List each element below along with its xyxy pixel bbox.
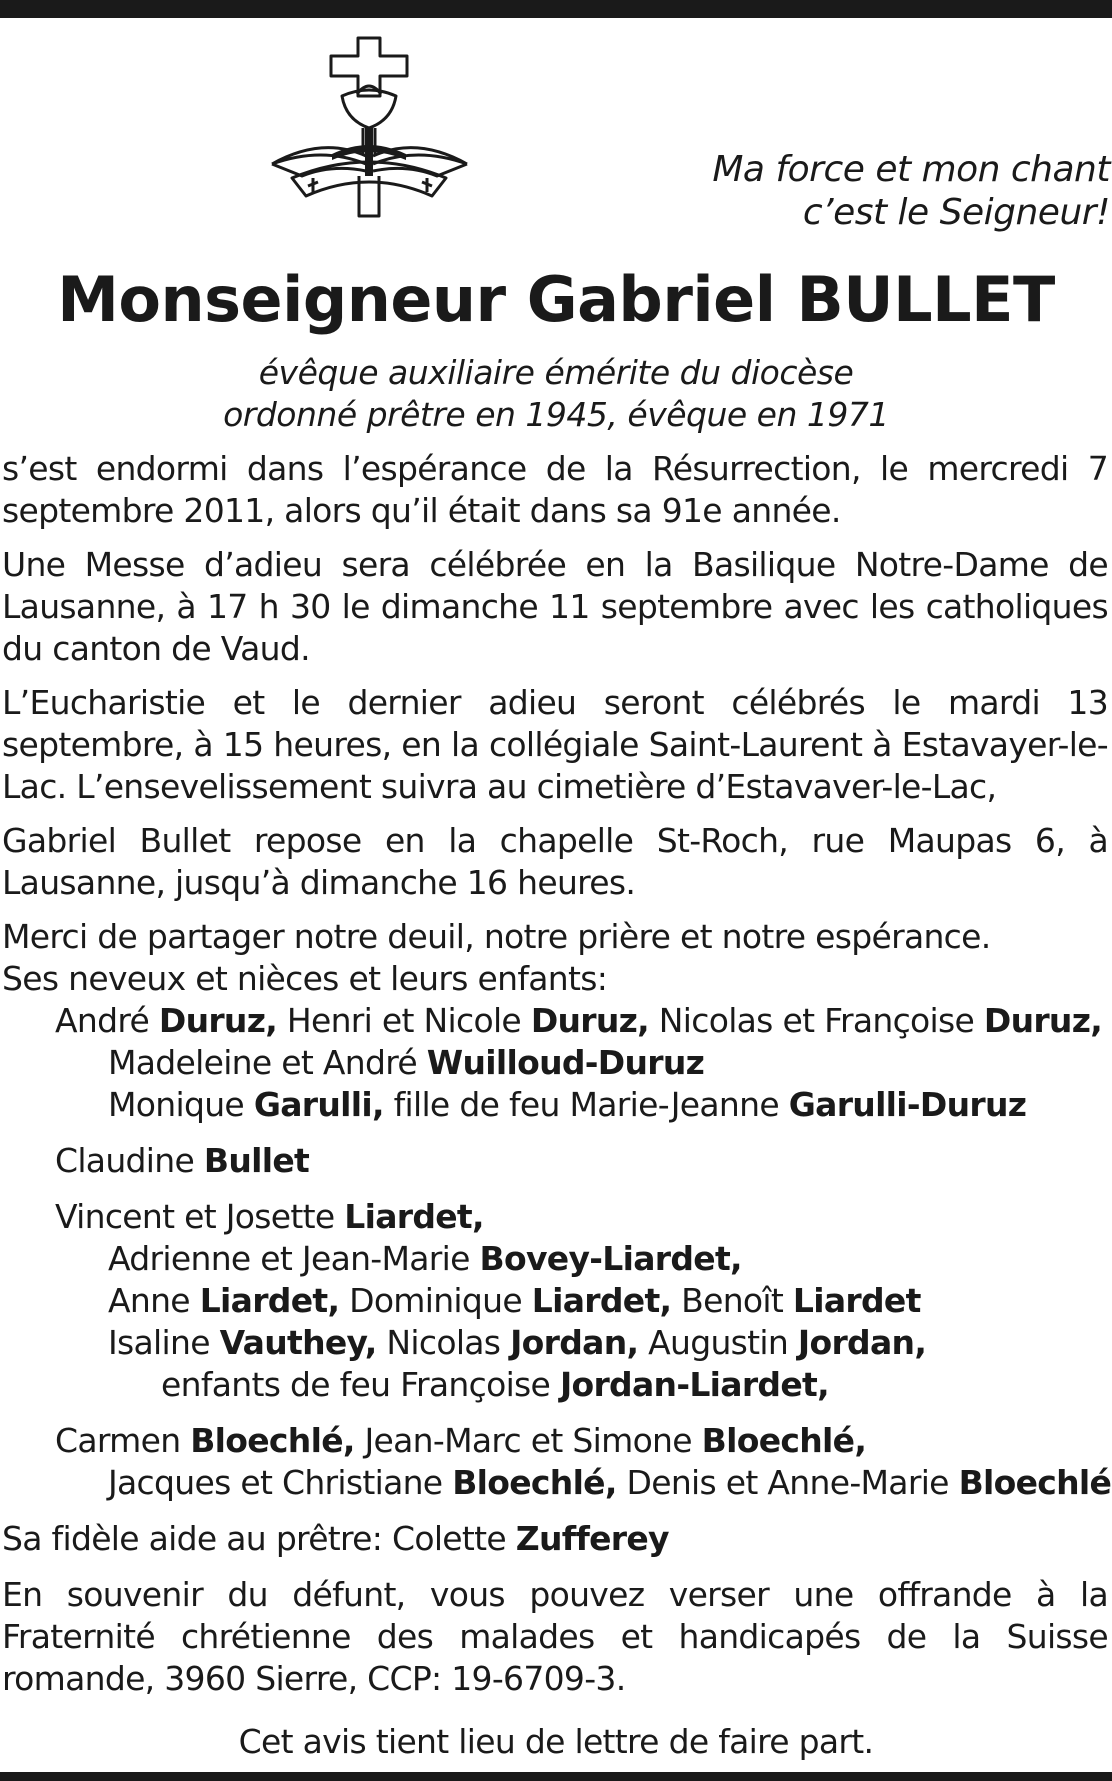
family-text: Anne bbox=[108, 1281, 200, 1320]
family-text: Isaline bbox=[108, 1323, 220, 1362]
thanks-line: Merci de partager notre deuil, notre prière et notre espérance. bbox=[2, 917, 991, 956]
family-text: Adrienne et Jean-Marie bbox=[108, 1239, 480, 1278]
eucharist-paragraph: L’Eucharistie et le dernier adieu seront célébrés le mardi 13 septembre, à 15 heures, en la collégiale Saint-Laurent à Estavayer-le-Lac. L’ensevelissement suivra au cimetière d’Estavaver-le-Lac, bbox=[2, 683, 1108, 806]
family-line bbox=[2, 1364, 1108, 1406]
family-text: Jean-Marc et Simone bbox=[354, 1421, 702, 1460]
motto bbox=[712, 148, 1110, 234]
family-surname: Bloechlé bbox=[958, 1463, 1112, 1502]
donation-paragraph: En souvenir du défunt, vous pouvez verser une offrande à la Fraternité chrétienne des malades et handicapés de la Suisse romande, 3960 Sierre, CCP: 19-6709-3. bbox=[2, 1575, 1108, 1698]
family-line bbox=[2, 1140, 1108, 1182]
family-text: Nicolas et Françoise bbox=[649, 1001, 984, 1040]
family-surname: Liardet, bbox=[531, 1281, 672, 1320]
family-gap bbox=[2, 1126, 1108, 1140]
family-line bbox=[2, 1042, 1108, 1084]
spacer bbox=[2, 1560, 1108, 1574]
family-text: Henri et Nicole bbox=[277, 1001, 531, 1040]
family-text: Denis et Anne-Marie bbox=[616, 1463, 959, 1502]
family-list bbox=[2, 1000, 1112, 1560]
family-gap bbox=[2, 1182, 1108, 1196]
family-surname: Bloechlé, bbox=[190, 1421, 355, 1460]
mass-paragraph: Une Messe d’adieu sera célébrée en la Basilique Notre-Dame de Lausanne, à 17 h 30 le dimanche 11 septembre avec les catholiques du canton de Vaud. bbox=[2, 545, 1108, 668]
family-surname: Vauthey, bbox=[219, 1323, 377, 1362]
subtitle-line-1: évêque auxiliaire émérite du diocèse bbox=[258, 353, 854, 392]
family-text: Monique bbox=[108, 1085, 254, 1124]
family-surname: Liardet bbox=[792, 1281, 921, 1320]
deceased-titles bbox=[0, 352, 1112, 436]
family-surname: Liardet, bbox=[344, 1197, 484, 1236]
family-surname: Garulli, bbox=[253, 1085, 384, 1124]
top-rule bbox=[0, 0, 1112, 18]
family-surname: Bovey-Liardet, bbox=[479, 1239, 742, 1278]
family-text: Augustin bbox=[638, 1323, 798, 1362]
motto-line-1: Ma force et mon chant bbox=[712, 149, 1110, 190]
family-text: Sa fidèle aide au prêtre: Colette bbox=[2, 1519, 516, 1558]
family-surname: Duruz, bbox=[530, 1001, 650, 1040]
bottom-rule bbox=[0, 1772, 1112, 1781]
family-text: Vincent et Josette bbox=[55, 1197, 345, 1236]
deceased-name: Monseigneur Gabriel BULLET bbox=[57, 263, 1055, 336]
subtitle-line-2: ordonné prêtre en 1945, évêque en 1971 bbox=[223, 395, 889, 434]
closing-line: Cet avis tient lieu de lettre de faire part. bbox=[238, 1722, 874, 1761]
motto-line-2: c’est le Seigneur! bbox=[802, 192, 1110, 233]
family-text: Claudine bbox=[55, 1141, 204, 1180]
family-intro: Ses neveux et nièces et leurs enfants: bbox=[2, 959, 608, 998]
family-surname: Bloechlé, bbox=[701, 1421, 867, 1460]
family-surname: Duruz, bbox=[158, 1001, 278, 1040]
family-line bbox=[2, 1518, 1108, 1560]
family-text: Nicolas bbox=[376, 1323, 511, 1362]
family-surname: Liardet, bbox=[199, 1281, 340, 1320]
family-text: Benoît bbox=[671, 1281, 793, 1320]
cross-chalice-book-icon bbox=[262, 36, 477, 218]
family-text: Madeleine et André bbox=[108, 1043, 427, 1082]
family-surname: Duruz, bbox=[983, 1001, 1103, 1040]
family-line bbox=[2, 1084, 1108, 1126]
family-text: Dominique bbox=[339, 1281, 532, 1320]
family-line bbox=[2, 1462, 1112, 1504]
family-text: André bbox=[55, 1001, 159, 1040]
family-surname: Bloechlé, bbox=[452, 1463, 617, 1502]
family-surname: Jordan, bbox=[797, 1323, 927, 1362]
family-surname: Jordan, bbox=[510, 1323, 639, 1362]
family-line bbox=[2, 1322, 1108, 1364]
family-surname: Garulli-Duruz bbox=[788, 1085, 1027, 1124]
family-gap bbox=[2, 1406, 1108, 1420]
rest-paragraph: Gabriel Bullet repose en la chapelle St-Roch, rue Maupas 6, à Lausanne, jusqu’à dimanche 16 heures. bbox=[2, 821, 1108, 902]
notice-body bbox=[2, 448, 1112, 1712]
family-line bbox=[2, 1000, 1108, 1042]
family-surname: Jordan-Liardet, bbox=[559, 1365, 829, 1404]
family-surname: Bullet bbox=[203, 1141, 310, 1180]
family-surname: Zufferey bbox=[515, 1519, 669, 1558]
family-line bbox=[2, 1196, 1108, 1238]
family-text: fille de feu Marie-Jeanne bbox=[383, 1085, 789, 1124]
family-gap bbox=[2, 1504, 1108, 1518]
family-line bbox=[2, 1238, 1108, 1280]
family-line bbox=[2, 1280, 1108, 1322]
family-text: enfants de feu Françoise bbox=[161, 1365, 560, 1404]
death-paragraph: s’est endormi dans l’espérance de la Résurrection, le mercredi 7 septembre 2011, alors qu’il était dans sa 91e année. bbox=[2, 449, 1108, 530]
family-surname: Wuilloud-Duruz bbox=[426, 1043, 705, 1082]
family-text: Jacques et Christiane bbox=[108, 1463, 453, 1502]
family-text: Carmen bbox=[55, 1421, 191, 1460]
family-line bbox=[2, 1420, 1108, 1462]
